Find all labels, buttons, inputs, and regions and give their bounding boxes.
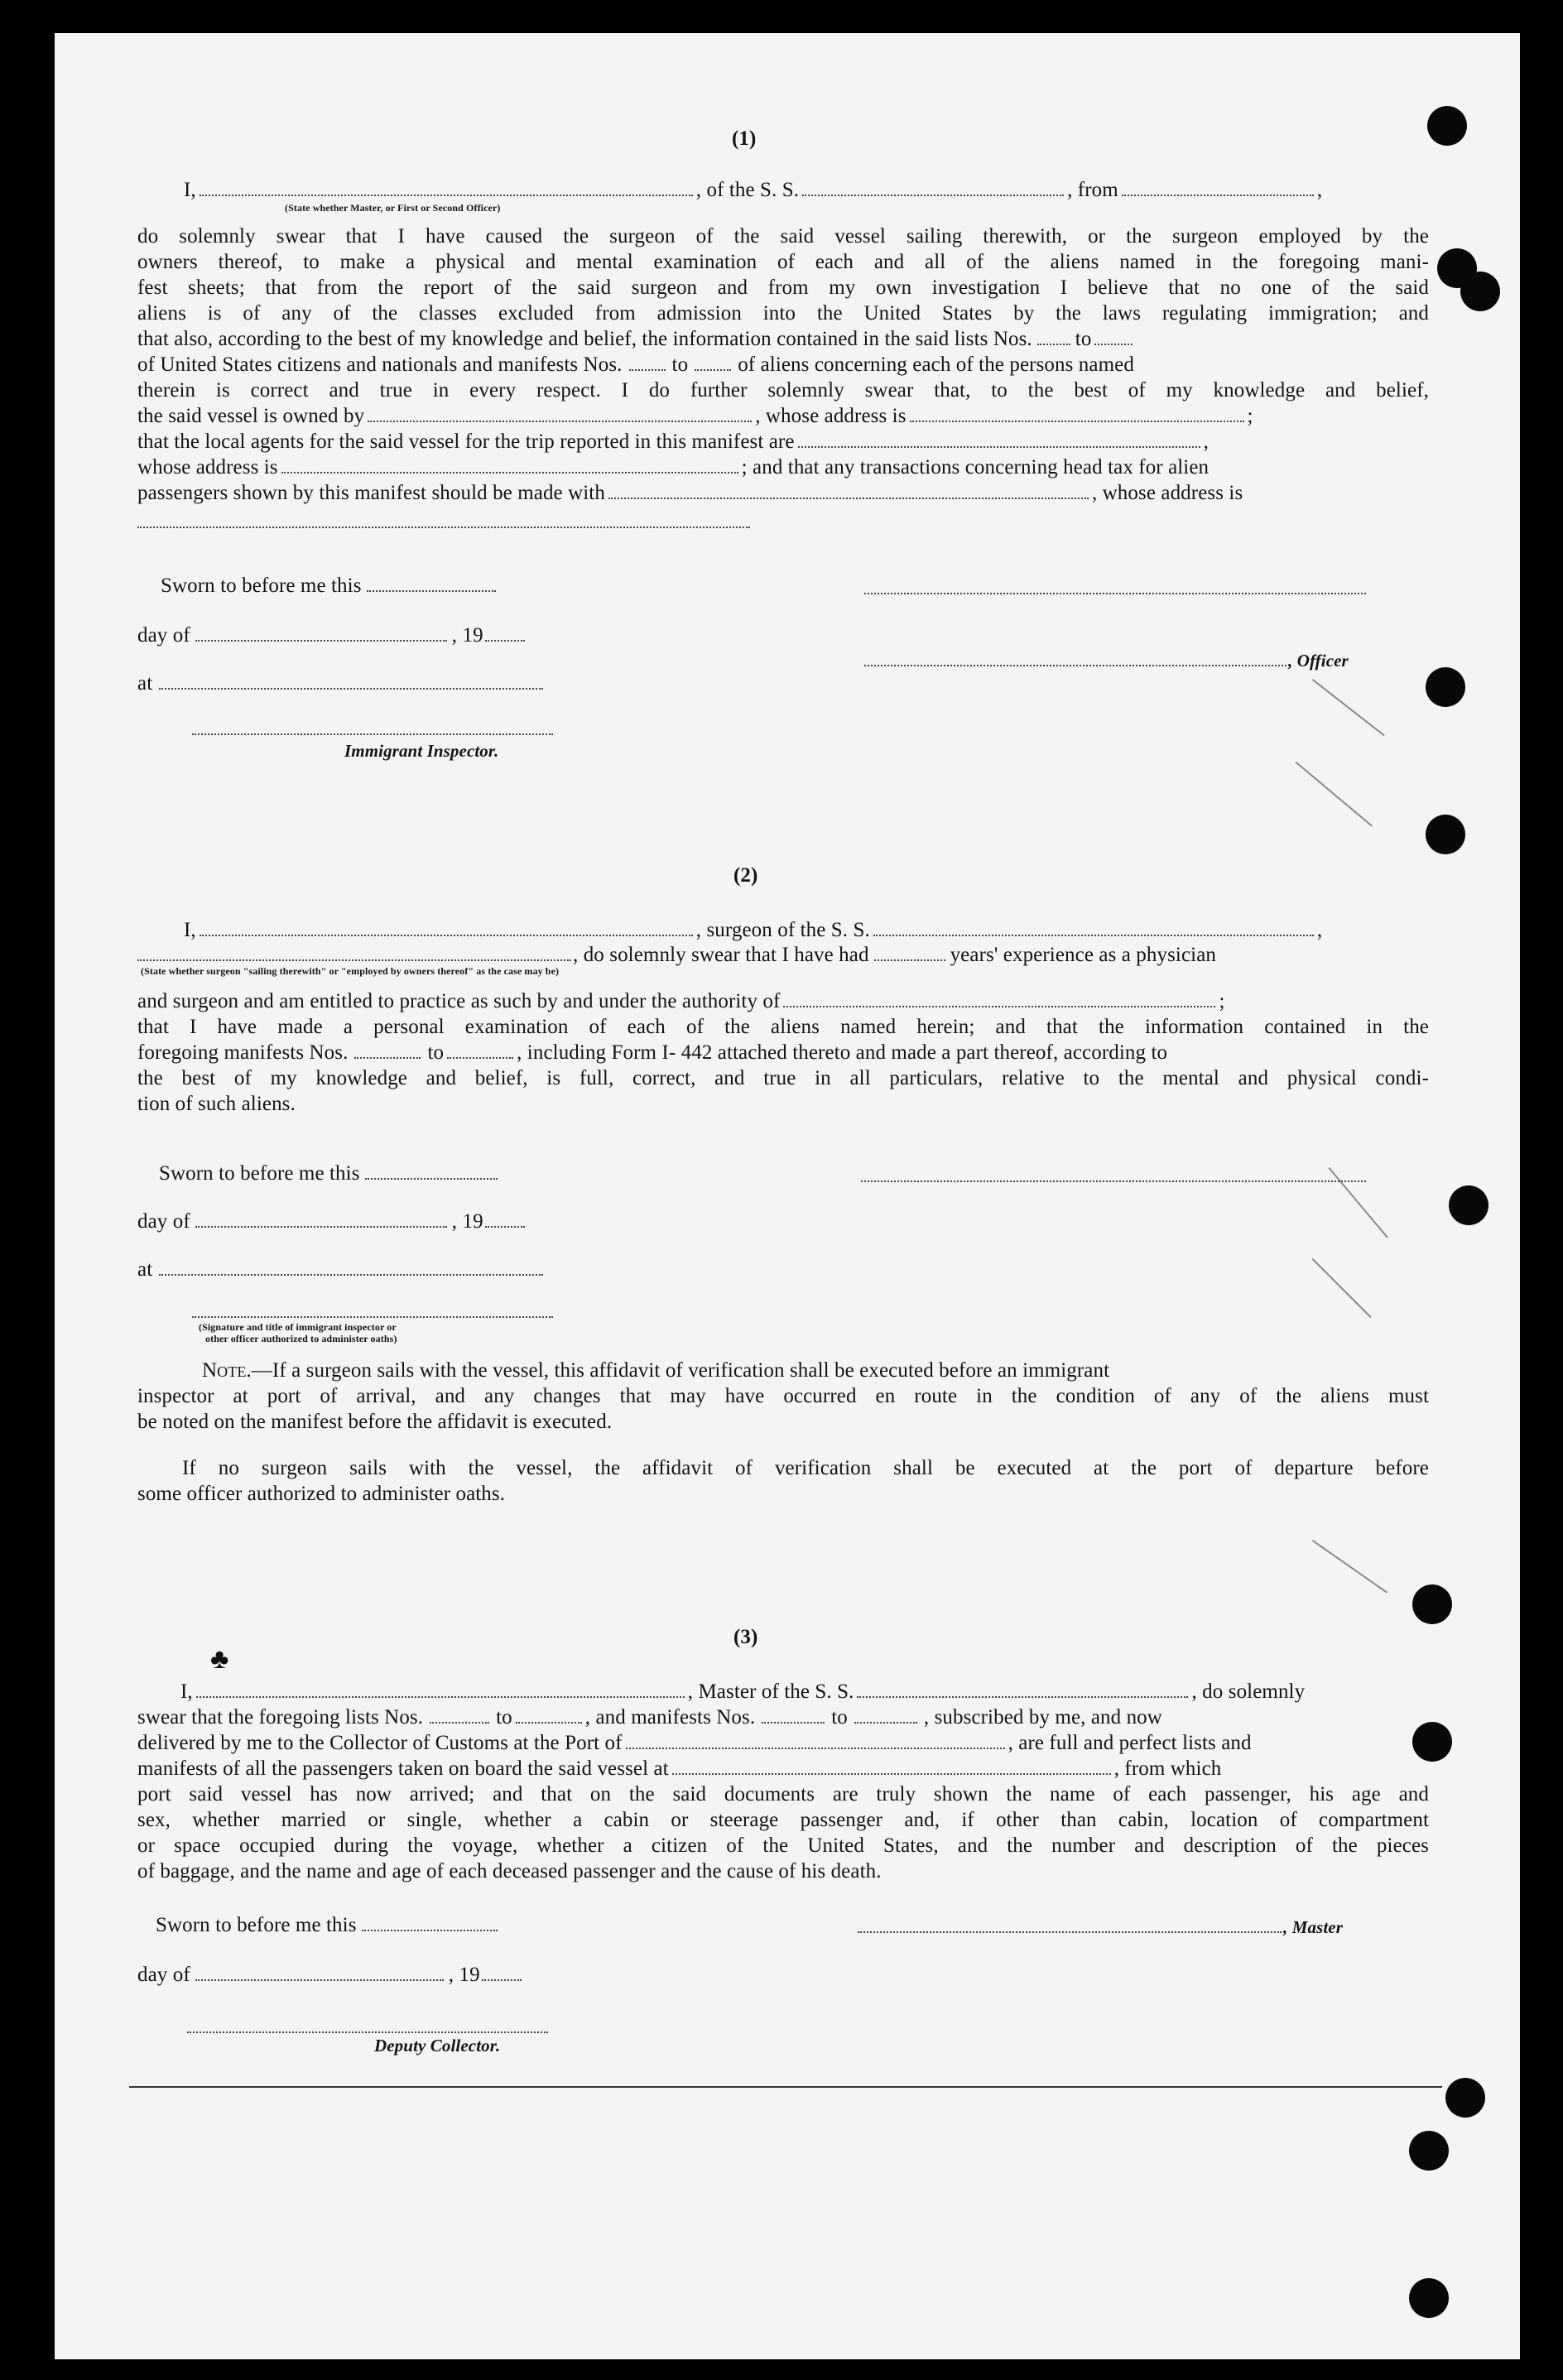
alien-manifests-from-field[interactable] (629, 367, 666, 371)
officer-signature-field[interactable] (864, 593, 1366, 594)
owner-field[interactable] (368, 418, 752, 422)
deputy-collector-label: Deputy Collector. (374, 2036, 501, 2055)
sworn-date-field-3[interactable] (362, 1927, 498, 1931)
section-1-line-8: therein is correct and true in every respect. I do further solemnly swear that, to the best of my knowledge and belief, (137, 379, 1429, 401)
punch-hole (1412, 1584, 1452, 1624)
at-line-2: at (137, 1257, 550, 1282)
section-1-line-9: the said vessel is owned by , whose address is ; (137, 405, 1253, 427)
form-page (55, 33, 1520, 2359)
section-3-line-1: I, , Master of the S. S. , do solemnly (180, 1680, 1306, 1703)
year-field-3[interactable] (482, 1977, 522, 1981)
section-2-line-2: , do solemnly swear that I have had years' experience as a physician (137, 942, 1216, 968)
section-1-number: (1) (732, 127, 757, 150)
punch-hole (1427, 106, 1467, 146)
surgeon-name-field[interactable] (200, 932, 693, 936)
sworn-line-3: Sworn to before me this (156, 1912, 503, 1938)
manifests-to-field[interactable] (447, 1055, 513, 1059)
surgeon-signature-field[interactable] (861, 1180, 1366, 1182)
bleed-stroke (1328, 1167, 1387, 1238)
punch-hole (1409, 2278, 1449, 2318)
year-field-2[interactable] (485, 1224, 525, 1228)
surgeon-ship-field[interactable] (873, 932, 1314, 936)
master-signature-field[interactable] (858, 1929, 1282, 1933)
at-field-2[interactable] (159, 1272, 543, 1276)
authority-field[interactable] (783, 1003, 1215, 1007)
section-2-line-7: tion of such aliens. (137, 1093, 296, 1115)
section-1-line-5: aliens is of any of the classes excluded from admission into the United States by the laws regulating immigration; and (137, 302, 1429, 325)
note-line-2: inspector at port of arrival, and any changes that may have occurred en route in the condition of any of the aliens must (137, 1385, 1429, 1407)
alien-manifests-to-field[interactable] (695, 367, 731, 371)
day-of-field-3[interactable] (195, 1977, 444, 1981)
section-1-line-4: fest sheets; that from the report of the said surgeon and from my own investigation I believe that no one of the said (137, 276, 1429, 299)
day-of-line-1: day of , 19 (137, 623, 527, 648)
head-tax-party-field[interactable] (608, 495, 1089, 499)
section-1-line-10: that the local agents for the said vessel for the trip reported in this manifest are , (137, 430, 1209, 453)
agents-address-field[interactable] (281, 469, 738, 474)
punch-hole (1460, 272, 1500, 311)
local-agents-field[interactable] (798, 444, 1200, 448)
section-3-line-4: manifests of all the passengers taken on board the said vessel at , from which (137, 1757, 1222, 1780)
year-field[interactable] (485, 637, 525, 642)
signature-note-2: other officer authorized to administer oaths) (205, 1333, 397, 1344)
boarding-port-field[interactable] (672, 1771, 1111, 1775)
section-1-line-6: that also, according to the best of my knowledge and belief, the information contained in the said lists Nos. to (137, 326, 1136, 352)
day-of-field[interactable] (195, 637, 447, 642)
note-line-3: be noted on the manifest before the affidavit is executed. (137, 1411, 613, 1433)
inspector-signature-field-2[interactable] (192, 1316, 553, 1318)
master-name-field[interactable] (196, 1694, 685, 1698)
day-of-field-2[interactable] (195, 1224, 447, 1228)
bottom-rule (129, 2086, 1442, 2088)
sworn-date-field-2[interactable] (365, 1176, 498, 1180)
section-2-line-4: that I have made a personal examination of each of the aliens named herein; and that the information contained in the (137, 1016, 1429, 1038)
day-of-line-3: day of , 19 (137, 1962, 523, 1988)
ink-stamp-mark: ♣ (210, 1644, 229, 1675)
head-tax-address-field[interactable] (137, 526, 750, 528)
punch-hole (1426, 667, 1465, 707)
us-lists-to-field[interactable] (1094, 341, 1133, 345)
us-lists-from-field[interactable] (1037, 341, 1070, 345)
master-ship-field[interactable] (857, 1694, 1188, 1698)
section-2-line-6: the best of my knowledge and belief, is full, correct, and true in all particulars, relative to the mental and physical condi- (137, 1067, 1429, 1089)
at-line-1: at (137, 671, 550, 696)
section-2-line-1: I, , surgeon of the S. S. , (184, 919, 1323, 941)
section-3-line-5: port said vessel has now arrived; and that on the said documents are truly shown the name of each passenger, his age and (137, 1783, 1429, 1805)
years-experience-field[interactable] (874, 957, 945, 961)
bleed-stroke (1312, 1258, 1372, 1318)
punch-hole (1412, 1722, 1452, 1762)
customs-port-field[interactable] (626, 1745, 1005, 1749)
section-1-line-3: owners thereof, to make a physical and mental examination of each and all of the aliens named in the foregoing mani- (137, 251, 1429, 273)
from-port-field[interactable] (1122, 192, 1314, 196)
punch-hole (1445, 2078, 1485, 2118)
section-3-line-7: or space occupied during the voyage, whether a citizen of the United States, and the number and description of the pieces (137, 1834, 1429, 1857)
manifests-to-field-3[interactable] (854, 1719, 917, 1724)
inspector-signature-field[interactable] (192, 733, 553, 735)
manifests-from-field-3[interactable] (762, 1719, 825, 1724)
section-3-line-6: sex, whether married or single, whether a cabin or steerage passenger and, if other than cabin, location of compartment (137, 1809, 1429, 1831)
officer-line: , Officer (864, 647, 1349, 674)
bleed-stroke (1312, 1540, 1387, 1594)
lists-to-field[interactable] (516, 1719, 582, 1724)
at-field[interactable] (159, 685, 543, 690)
surgeon-status-field[interactable] (137, 957, 571, 961)
section-3-line-2: swear that the foregoing lists Nos. to , and manifests Nos. to , subscribed by me, and now (137, 1706, 1162, 1729)
officer-title-field[interactable] (864, 662, 1286, 666)
signature-note-1: (Signature and title of immigrant inspector or (199, 1321, 397, 1333)
day-of-line-2: day of , 19 (137, 1209, 527, 1234)
officer-name-field[interactable] (200, 192, 693, 196)
sworn-line-1: Sworn to before me this (161, 573, 501, 599)
punch-hole (1449, 1185, 1488, 1225)
surgeon-note: (State whether surgeon "sailing therewith" or "employed by owners thereof" as the case may be) (141, 965, 560, 977)
sworn-date-field[interactable] (367, 588, 496, 592)
note-line-1: Note.—If a surgeon sails with the vessel, this affidavit of verification shall be executed before an immigrant (202, 1359, 1110, 1382)
ship-name-field[interactable] (802, 192, 1064, 196)
section-2-line-3: and surgeon and am entitled to practice as such by and under the authority of ; (137, 990, 1225, 1012)
section-1-line-2: do solemnly swear that I have caused the surgeon of the said vessel sailing therewith, or the surgeon employed by the (137, 225, 1429, 248)
section-2-number: (2) (733, 864, 758, 887)
section-3-line-3: delivered by me to the Collector of Customs at the Port of , are full and perfect lists and (137, 1732, 1252, 1754)
section-1-line-7: of United States citizens and nationals and manifests Nos. to of aliens concerning each of the persons named (137, 353, 1134, 376)
punch-hole (1409, 2131, 1449, 2171)
section-3-line-8: of baggage, and the name and age of each deceased passenger and the cause of his death. (137, 1860, 882, 1882)
bleed-stroke (1296, 762, 1373, 827)
section-3-number: (3) (733, 1626, 758, 1648)
manifests-from-field[interactable] (354, 1055, 421, 1059)
owner-address-field[interactable] (910, 418, 1244, 422)
bleed-stroke (1312, 679, 1385, 736)
section-1-line-11: whose address is ; and that any transactions concerning head tax for alien (137, 456, 1210, 478)
lists-from-field[interactable] (430, 1719, 489, 1724)
officer-note: (State whether Master, or First or Second Officer) (285, 202, 501, 214)
section-1-line-12: passengers shown by this manifest should be made with , whose address is (137, 482, 1243, 504)
punch-hole (1426, 815, 1465, 854)
master-line: , Master (858, 1914, 1343, 1940)
section-2-line-5: foregoing manifests Nos. to , including Form I- 442 attached thereto and made a part thereof, according to (137, 1041, 1168, 1064)
sworn-line-2: Sworn to before me this (159, 1161, 503, 1186)
section-1-line-1: I, , of the S. S. , from , (184, 179, 1323, 201)
note2-line-2: some officer authorized to administer oaths. (137, 1483, 506, 1505)
note2-line-1: If no surgeon sails with the vessel, the affidavit of verification shall be executed at the port of departure before (182, 1457, 1429, 1479)
immigrant-inspector-label: Immigrant Inspector. (344, 741, 499, 761)
